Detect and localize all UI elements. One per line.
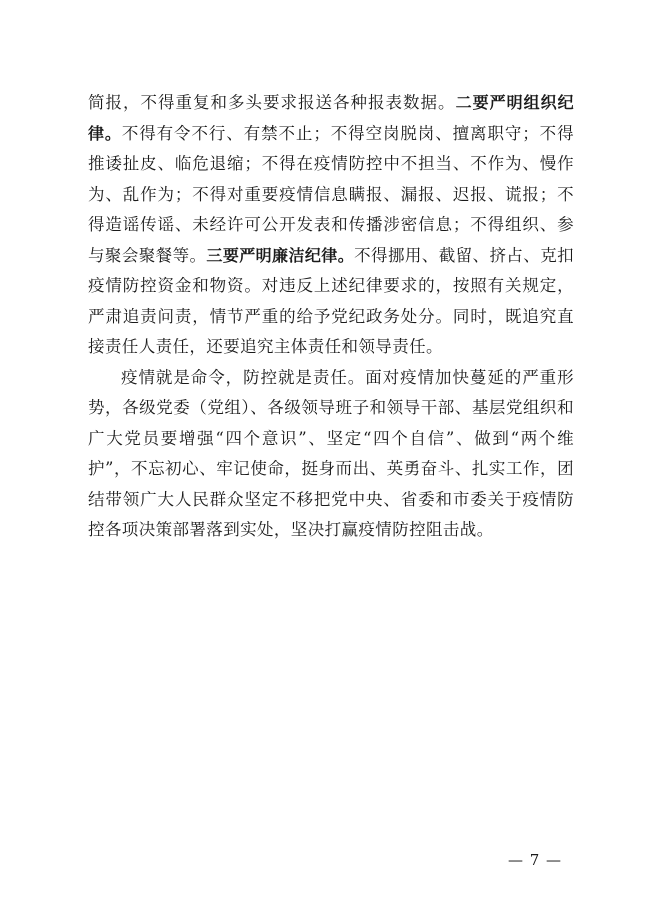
heading-organizational-discipline: 二要严明组织纪律。 [88, 93, 574, 143]
page-number: — 7 — [507, 851, 563, 869]
paragraph-conclusion: 疫情就是命令，防控就是责任。面对疫情加快蔓延的严重形势，各级党委（党组）、各级领导班子和领导干部、基层党组织和广大党员要增强“四个意识”、坚定“四个自信”、做到“两个维护”，不忘初心、牢记使命，挺身而出、英勇奋斗、扎实工作，团结带领广大人民群众坚定不移把党中央、省委和市委关于疫情防控各项决策部署落到实处，坚决打赢疫情防控阻击战。 [88, 367, 574, 539]
body-text [88, 88, 574, 546]
paragraph-text: 不得有令不行、有禁不止；不得空岗脱岗、擅离职守；不得推诿扯皮、临危退缩；不得在疫情防控中不担当、不作为、慢作为、乱作为；不得对重要疫情信息瞒报、漏报、迟报、谎报；不得造谣传谣、未经许可公开发表和传播涉密信息；不得组织、参与聚会聚餐等。 [88, 123, 574, 265]
paragraph-discipline [88, 88, 574, 363]
heading-integrity-discipline: 三要严明廉洁纪律。 [206, 245, 355, 265]
paragraph-text: 简报，不得重复和多头要求报送各种报表数据。 [88, 93, 456, 112]
paragraph-text: 不得挪用、截留、挤占、克扣疫情防控资金和物资。对违反上述纪律要求的，按照有关规定，严肃追责问责，情节严重的给予党纪政务处分。同时，既追究直接责任人责任，还要追究主体责任和领导责任。 [88, 245, 575, 356]
